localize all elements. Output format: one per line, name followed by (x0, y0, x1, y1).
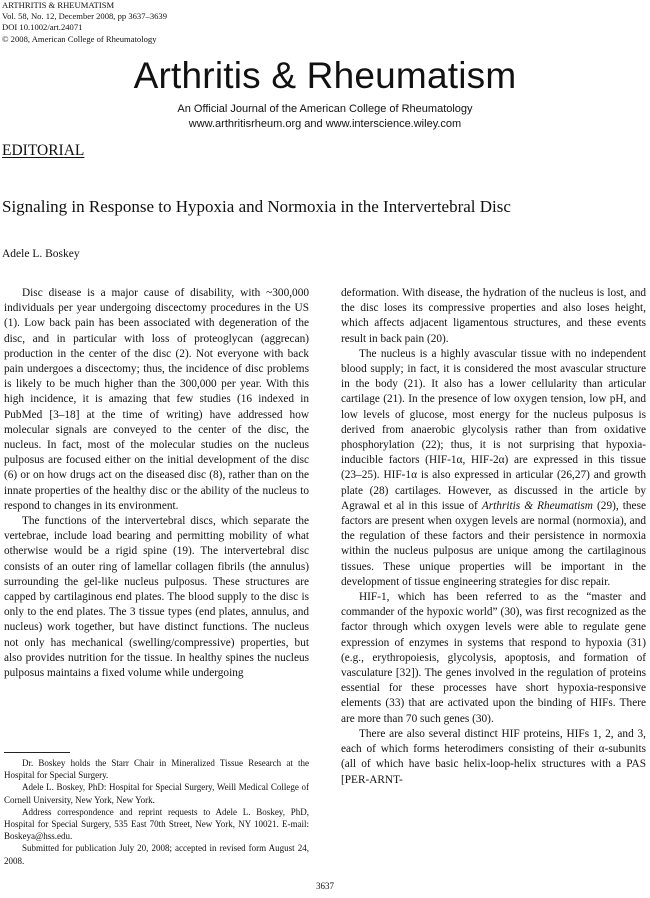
paragraph-text: The nucleus is a highly avascular tissue with no independent blood supply; in fact, it is considered the most avascular structure in the body (21). It also has a lower cellularity than articular cartilage (21). In the presence of low oxygen tension, low pH, and low levels of glucose, most energy for the nucleus pulposus is derived from anaerobic glycolysis rather than from oxidative phosphorylation (22); thus, it is not surprising that hypoxia-inducible factors (HIF-1α, HIF-2α) are expressed in this tissue (23–25). HIF-1α is also expressed in articular (26,27) and growth plate (28) cartilages. However, as discussed in the article by Agrawal et al in this issue of (341, 347, 646, 512)
footnotes (4, 757, 309, 867)
footnote: Address correspondence and reprint requests to Adele L. Boskey, PhD, Hospital for Special Surgery, 535 East 70th Street, New York, NY 10021. E-mail: Boskeya@hss.edu. (4, 806, 309, 842)
journal-websites[interactable]: www.arthritisrheum.org and www.interscience.wiley.com (188, 118, 462, 130)
article-title: Signaling in Response to Hypoxia and Normoxia in the Intervertebral Disc (2, 197, 511, 216)
footnote: Submitted for publication July 20, 2008; accepted in revised form August 24, 2008. (4, 843, 309, 866)
footnote: Adele L. Boskey, PhD: Hospital for Special Surgery, Weill Medical College of Cornell University, New York, New York. (4, 782, 309, 805)
body-paragraph: The functions of the intervertebral discs, which separate the vertebrae, include load bearing and permitting mobility of what otherwise would be a rigid spine (19). The intervertebral disc consists of an outer ring of lamellar collagen fibrils (the annulus) surrounding the gel-like nucleus pulposus. These structures are capped by cartilaginous end plates. The blood supply to the disc is only to the end plates. The 3 tissue types (end plates, annulus, and nucleus) work together, but have distinct functions. The nucleus not only has mechanical (swelling/compressive) properties, but also provides nutrition for the tissue. In healthy spines the nucleus pulposus maintains a fixed volume while undergoing (4, 515, 309, 680)
volume-line: Vol. 58, No. 12, December 2008, pp 3637–3639 (2, 11, 168, 22)
paragraph-text: (29), these factors are present when oxygen levels are normal (normoxia), and the regulation of these factors and their persistence in normoxia within the nucleus pulposus are unique among the cartilaginous tissues. These unique properties will be important in the development of tissue engineering strategies for disc repair. (341, 499, 646, 588)
journal-masthead-title: Arthritis & Rheumatism (133, 55, 517, 96)
body-column-right (341, 286, 646, 788)
page-number: 3637 (316, 881, 334, 891)
journal-meta-block (2, 0, 167, 45)
body-column-left (4, 286, 309, 681)
body-paragraph-continued: deformation. With disease, the hydration of the nucleus is lost, and the disc loses its compressive properties and also loses height, which affects adjacent ligamentous structures, and these events result in back pain (20). (341, 287, 646, 345)
footnote: Dr. Boskey holds the Starr Chair in Mineralized Tissue Research at the Hospital for Special Surgery. (4, 758, 309, 781)
body-paragraph (341, 347, 646, 590)
article-author: Adele L. Boskey (2, 248, 80, 260)
journal-tagline: An Official Journal of the American College of Rheumatology (177, 103, 473, 115)
journal-name-caps: ARTHRITIS & RHEUMATISM (2, 0, 115, 10)
body-paragraph: There are also several distinct HIF proteins, HIFs 1, 2, and 3, each of which forms heterodimers consisting of their α-subunits (all of which have basic helix-loop-helix structures with a PAS [PER-ARNT- (341, 727, 646, 786)
body-paragraph: HIF-1, which has been referred to as the “master and commander of the hypoxic world” (30), was first recognized as the factor through which oxygen levels were able to regulate gene expression of enzymes in systems that respond to hypoxia (31) (e.g., erythropoiesis, glycolysis, apoptosis, and formation of vasculature [32]). The genes involved in the regulation of proteins essential for these processes have short hypoxia-responsive elements (33) that are activated upon the binding of HIFs. There are more than 70 such genes (30). (341, 591, 646, 725)
doi[interactable]: DOI 10.1002/art.24071 (2, 22, 83, 33)
body-paragraph: Disc disease is a major cause of disability, with ~300,000 individuals per year undergoing discectomy procedures in the US (1). Low back pain has been associated with degeneration of the disc, and in particular with loss of proteoglycan (aggrecan) production in the center of the disc (2). Not everyone with back pain undergoes a discectomy; thus, the incidence of disc problems is likely to be much higher than the 300,000 per year. With this high incidence, it is amazing that few studies (16 indexed in PubMed [3–18] at the time of writing) have addressed how molecular signals are conveyed to the center of the disc, the nucleus. In fact, most of the molecular studies on the nucleus pulposus are focused either on the initial development of the disc (6) or on how drugs act on the diseased disc (8), rather than on the innate properties of the healthy disc or the ability of the nucleus to respond to changes in its environment. (4, 287, 309, 512)
journal-masthead-subtitle (0, 102, 650, 132)
journal-reference: Arthritis & Rheumatism (481, 499, 593, 512)
section-label: EDITORIAL (2, 142, 85, 159)
copyright: © 2008, American College of Rheumatology (2, 33, 157, 44)
footnote-divider (4, 752, 70, 753)
